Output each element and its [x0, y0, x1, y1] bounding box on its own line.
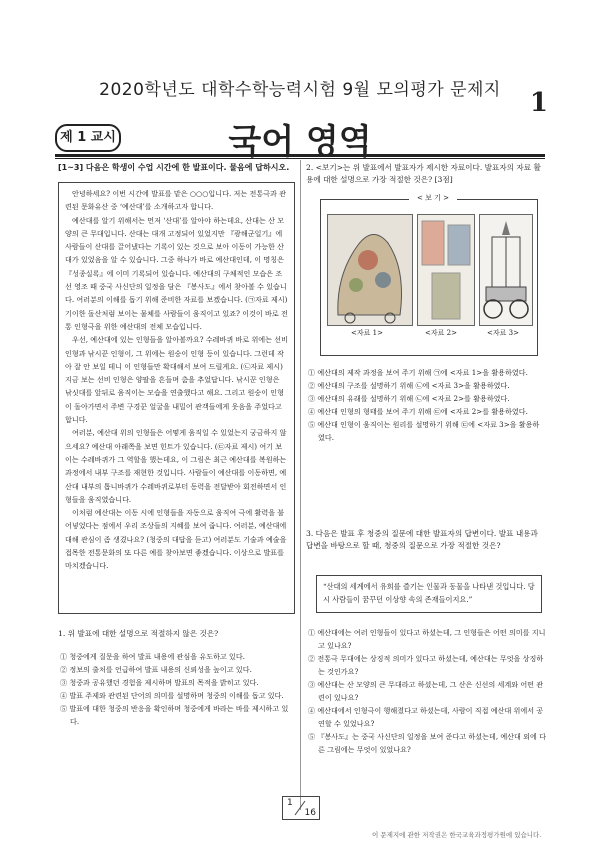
question-stem: 1. 위 발표에 대한 설명으로 적절하지 않은 것은?: [58, 629, 219, 638]
option: ② 정보의 출처를 언급하여 발표 내용의 신뢰성을 높이고 있다.: [60, 665, 252, 674]
instruction: [1~3] 다음은 학생이 수업 시간에 한 발표이다. 물음에 답하시오.: [58, 163, 290, 172]
option: ① 청중에게 질문을 하여 발표 내용에 관심을 유도하고 있다.: [60, 652, 245, 661]
option: ④ 발표 주제와 관련된 단어의 의미를 설명하며 청중의 이해를 돕고 있다.: [60, 691, 284, 700]
header-rule-thick: [55, 154, 545, 157]
caption-3: <자료 3>: [487, 329, 519, 337]
current-page: 1: [287, 798, 293, 808]
header-rule-thin: [55, 158, 545, 159]
option: ② 예산대의 구조를 설명하기 위해 ㉡에 <자료 3>을 활용하였다.: [308, 381, 510, 390]
caption-2: <자료 2>: [425, 329, 457, 337]
passage-paragraph: 이처럼 예산대는 이동 시에 인형들을 자동으로 움직여 극에 활력을 불어넣었다는 점에서 우리 조상들의 지혜를 보여 줍니다. 여러분, 예산대에 대해 관심이 좀 생겼나요? (청중의 대답을 듣고) 여러분도 기술과 예술을 접목한 전통문화의 또 다른 예를 찾아보면 좋겠습니다. 이상으로 발표를 마치겠습니다.: [65, 508, 287, 571]
option: ⑤ 『봉사도』는 중국 사신단의 일정을 보여 준다고 하셨는데, 예산대 외에 다른 그림에는 무엇이 있었나요?: [308, 732, 546, 754]
option: ① 예산대의 제작 과정을 보여 주기 위해 ㉠에 <자료 1>을 활용하였다.: [308, 368, 528, 377]
total-pages: 16: [304, 808, 316, 818]
question-3-options: [306, 626, 546, 756]
passage-paragraph: 여러분, 예산대 위의 인형들은 어떻게 움직일 수 있었는지 궁금하지 않으세요? 예산대 아래쪽을 보면 힌트가 있습니다. (㉢자료 제시) 여기 보이는 수레바퀴가 그 역할을 했는데요, 이 그림은 최근 예산대를 복원하는 과정에서 내부 구조를 재현한 것입니다. 사람들이 예산대를 이동하면, 예산대 내부의 톱니바퀴가 수레바퀴로부터 동력을 전달받아 회전하면서 인형들을 움직였습니다.: [65, 428, 287, 504]
question-2-options: [306, 366, 546, 444]
option: ③ 예산대는 산 모양의 큰 무대라고 하셨는데, 그 산은 신선의 세계와 어떤 관련이 있나요?: [308, 680, 544, 702]
passage-box: [58, 182, 295, 614]
figure-box: [320, 194, 538, 356]
option: ① 예산대에는 여러 인형들이 있다고 하셨는데, 그 인형들은 어떤 의미를 지니고 있나요?: [308, 628, 546, 650]
image-puppets: [417, 214, 475, 326]
option: ③ 청중과 공유했던 경험을 제시하며 발표의 목적을 밝히고 있다.: [60, 678, 259, 687]
session-label: 제 1 교시: [55, 124, 121, 152]
passage-paragraph: 예산대를 알기 위해서는 먼저 ‘산대’를 알아야 하는데요, 산대는 산 모양의 큰 무대입니다. 산대는 대개 고정되어 있었지만 『광해군일기』에 사람들이 산대를 끌어냈다는 기록이 있는 것으로 보아 이동이 가능한 산대가 있었음을 알 수 있습니다. 그중 하나가 바로 예산대인데, 이 명칭은 『성종실록』에 이미 기록되어 있습니다. 예산대의 구체적인 모습은 조선 영조 때 중국 사신단의 일정을 담은 『봉사도』에서 찾아볼 수 있습니다. 여러분의 이해를 돕기 위해 준비한 자료를 보겠습니다. (㉠자료 제시) 기이한 돌산처럼 보이는 물체를 사람들이 움직이고 있죠? 이것이 바로 전통 인형극을 위한 예산대의 전체 모습입니다.: [65, 215, 288, 331]
question-3-stem: 3. 다음은 발표 후 청중의 질문에 대한 발표자의 답변이다. 발표 내용과 답변을 바탕으로 할 때, 청중의 질문으로 가장 적절한 것은?: [306, 529, 538, 550]
option: ⑤ 발표에 대한 청중의 반응을 확인하며 청중에게 바라는 바를 제시하고 있다.: [60, 704, 289, 726]
puppets-illustration: [418, 215, 474, 325]
option: ⑤ 예산대 인형이 움직이는 원리를 설명하기 위해 ㉢에 <자료 3>을 활용하였다.: [308, 420, 540, 442]
page-indicator: [282, 796, 320, 820]
wheel-mechanism-illustration: [480, 215, 532, 325]
figure-label: < 보 기 >: [409, 193, 457, 203]
passage-paragraph: 안녕하세요? 이번 시간에 발표를 맡은 ○○○입니다. 저는 전통극과 관련된 문화유산 중 ‘예산대’를 소개하고자 합니다.: [65, 189, 286, 212]
option: ④ 예산대에서 인형극이 행해졌다고 하셨는데, 사람이 직접 예산대 위에서 공연할 수 있었나요?: [308, 706, 544, 728]
copyright-notice: 이 문제지에 관한 저작권은 한국교육과정평가원에 있습니다.: [372, 831, 542, 839]
image-puppet-stage: [327, 214, 413, 326]
caption-1: <자료 1>: [351, 329, 383, 337]
subject-title: 국어 영역: [228, 122, 372, 162]
page-number-large: 1: [529, 88, 548, 118]
passage-paragraph: 우선, 예산대에 있는 인형들을 알아볼까요? 수레바퀴 바로 위에는 선비 인형과 낚시꾼 인형이, 그 위에는 원숭이 인형 등이 있습니다. 그런데 작아 잘 안 보일 테니 이 인형들만 확대해서 보여 드릴게요. (㉡자료 제시) 지금 보는 선비 인형은 양팔을 흔들며 춤을 추었답니다. 낚시꾼 인형은 낚싯대를 앞뒤로 움직이는 모습을 연출했다고 해요. 그리고 원숭이 인형이 돌아가면서 주변 구경꾼 얼굴을 내밀어 관객들에게 웃음을 주었다고 합니다.: [65, 335, 288, 425]
image-mechanism: [479, 214, 533, 326]
column-divider: [300, 160, 301, 810]
question-2-stem: 2. <보기>는 위 발표에서 발표자가 제시한 자료이다. 발표자의 자료 활용에 대한 설명으로 가장 적절한 것은? [3점]: [306, 163, 541, 184]
exam-title: 2020학년도 대학수학능력시험 9월 모의평가 문제지: [99, 80, 501, 100]
option: ③ 예산대의 유래를 설명하기 위해 ㉡에 <자료 2>를 활용하였다.: [308, 394, 510, 403]
option: ④ 예산대 인형의 형태를 보여 주기 위해 ㉢에 <자료 2>를 활용하였다.: [308, 407, 528, 416]
puppet-stage-illustration: [328, 215, 412, 325]
option: ② 전통극 무대에는 상징적 의미가 있다고 하셨는데, 예산대는 무엇을 상징하는 것인가요?: [308, 654, 544, 676]
option-list: [58, 650, 295, 728]
answer-quote-box: “산대의 세계에서 유희를 즐기는 인물과 동물을 나타낸 것입니다. 당시 사람들이 꿈꾸던 이상향 속의 존재들이지요.”: [316, 575, 542, 613]
question-1: [58, 628, 295, 728]
